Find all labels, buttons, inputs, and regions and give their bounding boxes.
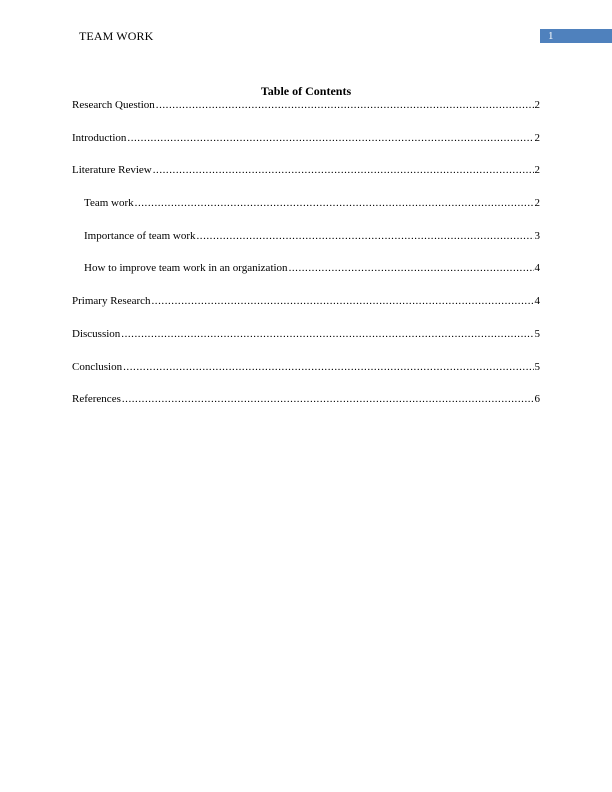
dot-leader bbox=[121, 328, 533, 341]
toc-entry-page: 6 bbox=[534, 393, 540, 406]
dot-leader bbox=[156, 99, 534, 112]
toc-entry-text: How to improve team work in an organization bbox=[84, 262, 288, 275]
toc-entry-research-question bbox=[72, 99, 540, 132]
toc-entry-page: 4 bbox=[534, 262, 540, 275]
toc-entry-conclusion bbox=[72, 361, 540, 394]
toc-entry-improve-team-work bbox=[72, 262, 540, 295]
toc-link-improve-team-work[interactable] bbox=[72, 262, 540, 275]
toc-entry-page: 3 bbox=[534, 229, 540, 242]
dot-leader bbox=[153, 164, 534, 177]
dot-leader bbox=[135, 197, 534, 210]
toc-link-primary-research[interactable] bbox=[72, 295, 540, 308]
toc-entry-page: 5 bbox=[534, 360, 540, 373]
toc-entry-introduction bbox=[72, 132, 540, 165]
toc-link-discussion[interactable] bbox=[72, 328, 540, 341]
toc-link-importance-of-team-work[interactable] bbox=[72, 230, 540, 243]
toc-link-team-work[interactable] bbox=[72, 197, 540, 210]
toc-link-conclusion[interactable] bbox=[72, 361, 540, 374]
toc-link-research-question[interactable] bbox=[72, 99, 540, 112]
toc-entry-importance-of-team-work bbox=[72, 230, 540, 263]
dot-leader bbox=[127, 132, 533, 145]
toc-link-references[interactable] bbox=[72, 393, 540, 406]
dot-leader bbox=[123, 361, 533, 374]
toc-link-introduction[interactable] bbox=[72, 132, 540, 145]
running-head: TEAM WORK bbox=[79, 29, 154, 43]
dot-leader bbox=[122, 393, 534, 406]
toc-entry-page: 2 bbox=[534, 164, 540, 177]
dot-leader bbox=[196, 230, 533, 243]
toc-entry-references bbox=[72, 393, 540, 426]
toc-entry-text: Team work bbox=[84, 197, 134, 210]
toc-entry-primary-research bbox=[72, 295, 540, 328]
toc-entry-team-work bbox=[72, 197, 540, 230]
table-of-contents bbox=[72, 99, 540, 426]
toc-entry-literature-review bbox=[72, 164, 540, 197]
toc-entry-text: Introduction bbox=[72, 131, 127, 144]
toc-entry-page: 2 bbox=[534, 131, 540, 144]
toc-title: Table of Contents bbox=[260, 84, 352, 98]
toc-entry-text: Discussion bbox=[72, 327, 121, 340]
toc-link-literature-review[interactable] bbox=[72, 164, 540, 177]
toc-entry-text: Conclusion bbox=[72, 360, 123, 373]
page-number-badge bbox=[540, 29, 612, 43]
toc-entry-page: 5 bbox=[534, 327, 540, 340]
toc-entry-discussion bbox=[72, 328, 540, 361]
toc-entry-text: References bbox=[72, 393, 121, 406]
dot-leader bbox=[289, 262, 534, 275]
toc-entry-page: 2 bbox=[534, 197, 540, 210]
toc-entry-page: 2 bbox=[534, 99, 540, 111]
toc-entry-text: Research Question bbox=[72, 99, 155, 111]
toc-entry-page: 4 bbox=[534, 295, 540, 308]
toc-entry-text: Primary Research bbox=[72, 295, 151, 308]
page-number: 1 bbox=[548, 30, 554, 42]
dot-leader bbox=[152, 295, 534, 308]
toc-entry-text: Literature Review bbox=[72, 164, 152, 177]
toc-entry-text: Importance of team work bbox=[84, 229, 196, 242]
